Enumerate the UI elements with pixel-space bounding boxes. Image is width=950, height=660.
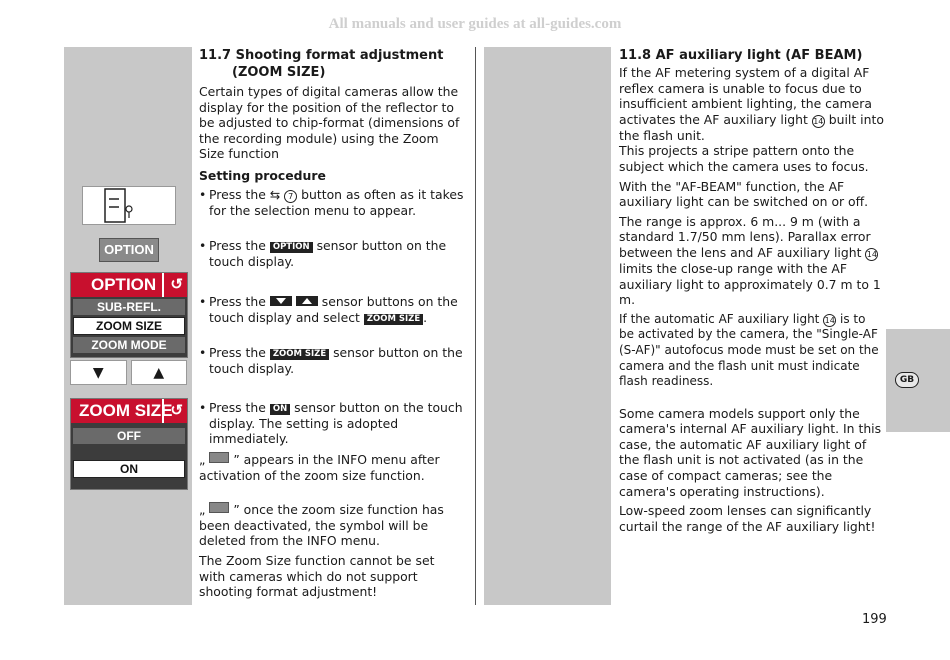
left-column xyxy=(199,47,464,607)
step-4 xyxy=(199,345,464,376)
para-2-text: ” once the zoom size function has been deactivated, the symbol will be deleted from the INFO menu. xyxy=(199,502,444,549)
para-2-quote-open: „ xyxy=(199,502,206,517)
p4-text-b: is to be activated by the camera, the "Single-AF (S-AF)" autofocus mode must be set on the camera and the flash unit must indicate flash readiness. xyxy=(619,311,879,389)
circled-number: 14 xyxy=(866,249,877,259)
zoom-menu-title xyxy=(71,399,187,423)
intro-paragraph: Certain types of digital cameras allow the display for the position of the reflector to be adjusted to chip-format (dimensions of the recording module) using the Zoom Size function xyxy=(199,84,460,162)
circled-number: 7 xyxy=(284,190,297,203)
step-3-text-a: Press the xyxy=(209,294,266,309)
circled-number: 14 xyxy=(824,315,835,325)
arrow-down-icon: ▼ xyxy=(70,360,127,385)
menu-item-zoom-mode: ZOOM MODE xyxy=(73,337,185,353)
p1-text-b: built into the flash unit. xyxy=(619,111,884,143)
step-3-text-c: . xyxy=(423,309,428,325)
p1-text-a: If the AF metering system of a digital AF reflex camera is unable to focus due to insufficient ambient lighting, the camera activates the AF auxiliary light xyxy=(619,65,872,127)
heading-line-1: 11.7 Shooting format adjustment xyxy=(199,48,444,63)
step-5 xyxy=(199,400,464,447)
section-heading-11-8: 11.8 AF auxiliary light (AF BEAM) xyxy=(619,48,863,63)
heading-line-2: (ZOOM SIZE) xyxy=(232,65,326,80)
menu-item-off: OFF xyxy=(73,428,185,444)
bullet: • xyxy=(199,238,207,253)
p1-text-c: This projects a stripe pattern onto the subject which the camera uses to focus. xyxy=(619,143,869,174)
step-4-text-b: sensor button on the touch display. xyxy=(209,345,463,376)
return-icon: ↺ xyxy=(162,273,183,297)
zoom-size-chip: ZOOM SIZE xyxy=(364,314,423,325)
setting-procedure-label: Setting procedure xyxy=(199,167,326,183)
info-paragraph-1 xyxy=(199,452,464,483)
step-1-text-a: Press the xyxy=(209,187,266,202)
af-paragraph-2: With the "AF-BEAM" function, the AF auxiliary light can be switched on or off. xyxy=(619,178,869,210)
af-paragraph-1 xyxy=(619,65,884,175)
option-menu-title xyxy=(71,273,187,297)
up-arrow-chip-icon xyxy=(296,296,318,306)
bullet: • xyxy=(199,187,207,202)
watermark: All manuals and user guides at all-guides.com xyxy=(328,16,622,32)
para-1-text: ” appears in the INFO menu after activation of the zoom size function. xyxy=(199,452,440,483)
on-chip: ON xyxy=(270,404,290,415)
zoom-size-menu-illustration xyxy=(70,398,188,490)
bullet: • xyxy=(199,400,207,415)
info-paragraph-2 xyxy=(199,502,464,549)
af-paragraph-3 xyxy=(619,214,884,308)
camera-button-illustration xyxy=(82,186,176,225)
menu-item-zoom-size: ZOOM SIZE xyxy=(73,317,185,335)
af-paragraph-4 xyxy=(619,312,884,390)
step-2-text-a: Press the xyxy=(209,238,266,253)
info-paragraph-3 xyxy=(199,553,464,600)
step-5-text-a: Press the xyxy=(209,400,266,415)
zoom-size-chip: ZOOM SIZE xyxy=(270,349,329,360)
gb-badge: GB xyxy=(895,372,919,388)
step-3 xyxy=(199,294,464,325)
menu-item-sub-refl: SUB-REFL. xyxy=(73,299,185,315)
step-1 xyxy=(199,187,464,219)
circled-number: 14 xyxy=(813,116,824,126)
return-icon: ↺ xyxy=(162,399,183,423)
p4-text-a: If the automatic AF auxiliary light xyxy=(619,311,820,326)
middle-margin-panel xyxy=(484,47,611,605)
menu-item-on: ON xyxy=(73,460,185,478)
camera-button-icon xyxy=(83,187,175,224)
step-2 xyxy=(199,238,464,269)
arrow-up-icon: ▲ xyxy=(131,360,188,385)
option-button-illustration: OPTION xyxy=(99,238,159,262)
zoom-menu-title-text: ZOOM SIZE xyxy=(79,401,173,420)
bullet: • xyxy=(199,294,207,309)
zoom-size-symbol-icon xyxy=(209,452,229,463)
zoom-size-symbol-icon xyxy=(209,502,229,513)
option-menu-illustration xyxy=(70,272,188,358)
af-paragraph-5: Some camera models support only the camera's internal AF auxiliary light. In this case, the automatic AF auxiliary light of the flash unit is not activated (as in the case of compact cameras; see the camera's operating instructions). xyxy=(619,405,882,499)
step-5-text-b: sensor button on the touch display. The setting is adopted immediately. xyxy=(209,400,463,447)
bullet: • xyxy=(199,345,207,360)
option-chip: OPTION xyxy=(270,242,313,253)
para-1-quote-open: „ xyxy=(199,452,206,467)
column-divider xyxy=(475,47,476,605)
option-menu-title-text: OPTION xyxy=(91,275,157,294)
para-3-text: The Zoom Size function cannot be set with cameras which do not support shooting format adjustment! xyxy=(199,553,435,600)
step-4-text-a: Press the xyxy=(209,345,266,360)
step-2-text-b: sensor button on the touch display. xyxy=(209,238,447,269)
p3-text-a: The range is approx. 6 m... 9 m (with a standard 1.7/50 mm lens). Parallax error between the lens and AF auxiliary light xyxy=(619,213,871,260)
step-1-text-b: button as often as it takes for the selection menu to appear. xyxy=(209,187,464,218)
af-paragraph-6: Low-speed zoom lenses can significantly curtail the range of the AF auxiliary light! xyxy=(619,503,876,534)
right-column xyxy=(619,47,884,538)
section-heading-11-7 xyxy=(199,47,464,81)
page-number: 199 xyxy=(862,612,887,627)
arrow-buttons-illustration xyxy=(70,360,187,385)
down-arrow-chip-icon xyxy=(270,296,292,306)
p3-text-b: limits the close-up range with the AF auxiliary light to approximately 0.7 m to 1 m. xyxy=(619,260,881,308)
step-3-text-b: sensor buttons on the touch display and select xyxy=(209,294,458,325)
flash-mode-icon: ⇆ xyxy=(269,187,281,202)
